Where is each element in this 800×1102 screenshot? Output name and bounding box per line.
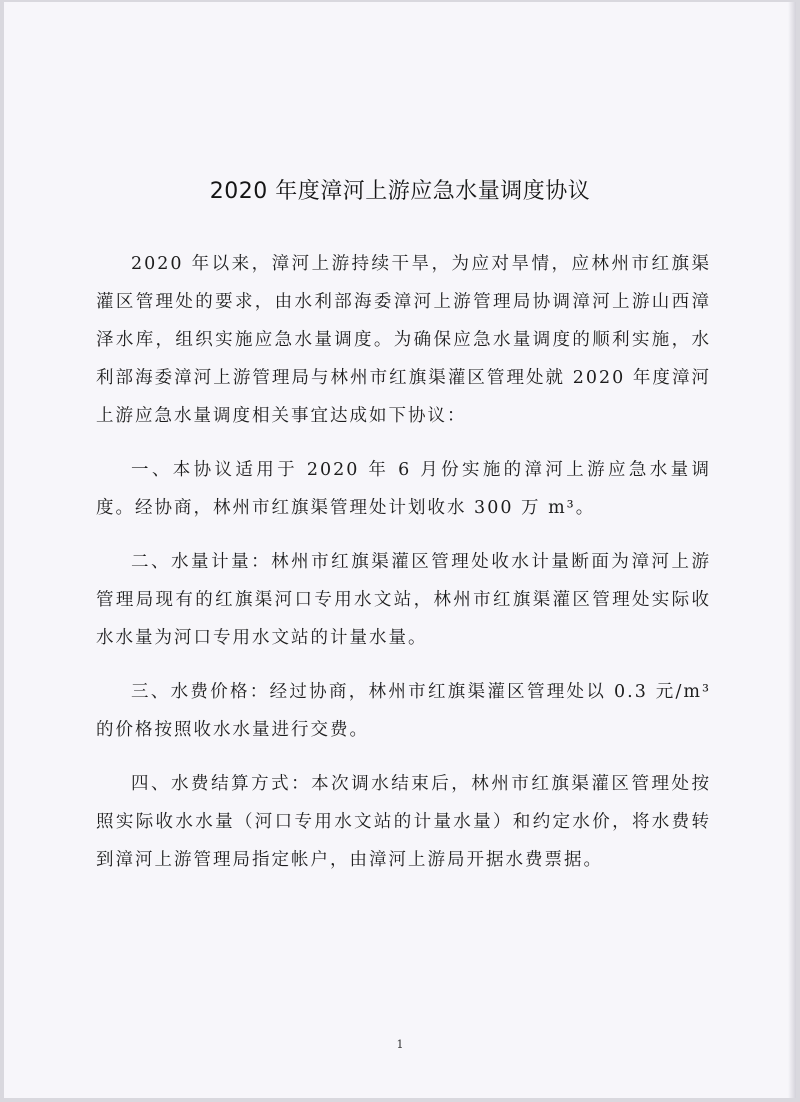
paragraph-intro: 2020 年以来，漳河上游持续干旱，为应对旱情，应林州市红旗渠灌区管理处的要求，由水利部海委漳河上游管理局协调漳河上游山西漳泽水库，组织实施应急水量调度。为确保应急水量调度的顺利实施，水利部海委漳河上游管理局与林州市红旗渠灌区管理处就 2020 年度漳河上游应急水量调度相关事宜达成如下协议： [96,254,711,426]
paragraph-article-2: 二、水量计量：林州市红旗渠灌区管理处收水计量断面为漳河上游管理局现有的红旗渠河口专用水文站，林州市红旗渠灌区管理处实际收水水量为河口专用水文站的计量水量。 [96,552,711,648]
paragraph-article-1: 一、本协议适用于 2020 年 6 月份实施的漳河上游应急水量调度。经协商，林州市红旗渠管理处计划收水 300 万 m³。 [96,460,711,518]
document-body [96,245,711,895]
paragraph-article-3: 三、水费价格：经过协商，林州市红旗渠灌区管理处以 0.3 元/m³ 的价格按照收水水量进行交费。 [96,682,711,740]
page-number: 1 [396,1038,404,1051]
paragraph-article-4: 四、水费结算方式：本次调水结束后，林州市红旗渠灌区管理处按照实际收水水量（河口专用水文站的计量水量）和约定水价，将水费转到漳河上游管理局指定帐户，由漳河上游局开据水费票据。 [96,774,711,870]
scan-edge-shadow [788,2,796,1098]
document-title: 2020 年度漳河上游应急水量调度协议 [209,179,591,204]
document-page [4,2,796,1098]
